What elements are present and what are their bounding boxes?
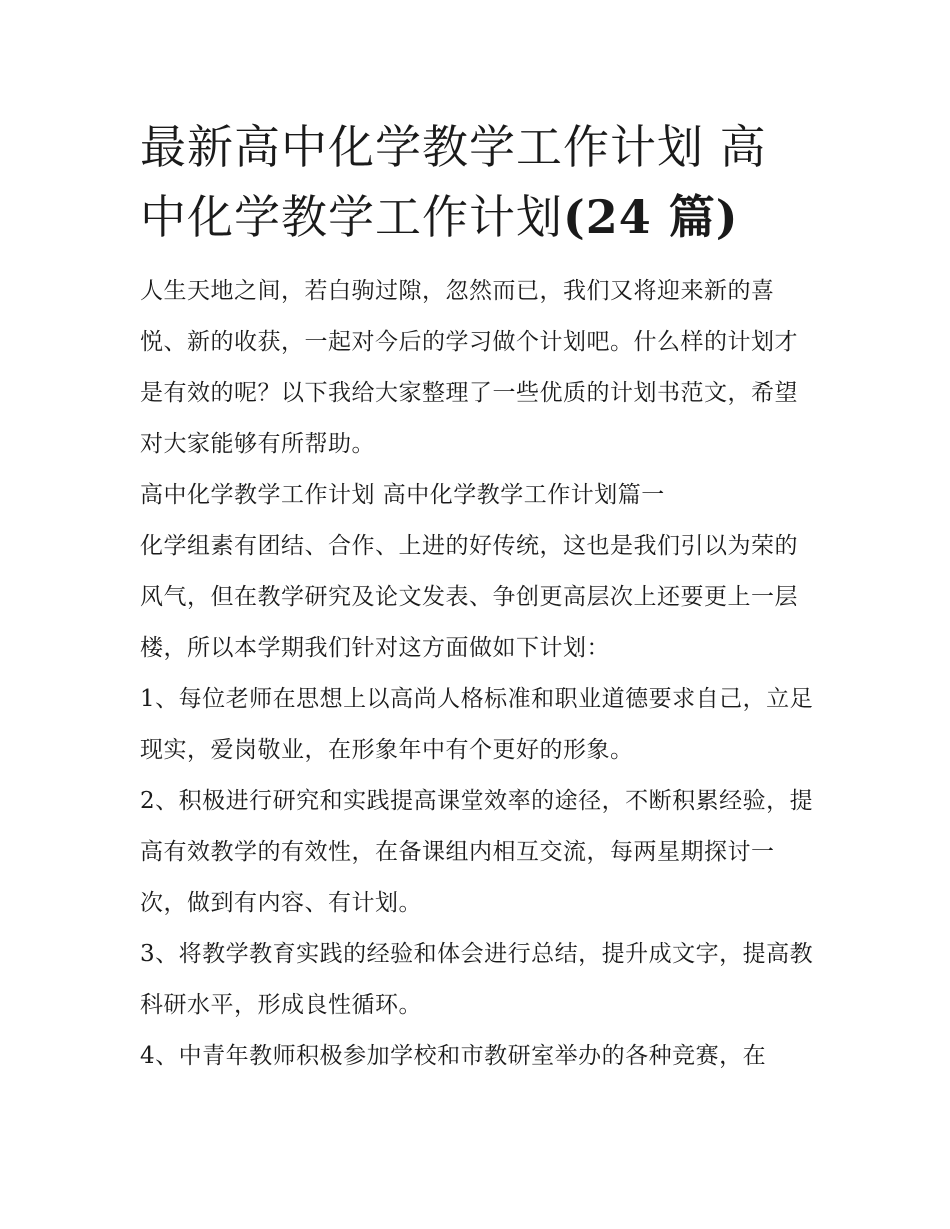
list-item-3: 3、将教学教育实践的经验和体会进行总结，提升成文字，提高教科研水平，形成良性循环。: [140, 941, 814, 1018]
list-item-2: 2、积极进行研究和实践提高课堂效率的途径，不断积累经验，提高有效教学的有效性，在备课组内相互交流，每两星期探讨一次，做到有内容、有计划。: [140, 788, 814, 916]
document-page: [140, 112, 820, 1082]
intro-paragraph: 人生天地之间，若白驹过隙，忽然而已，我们又将迎来新的喜悦、新的收获，一起对今后的学习做个计划吧。什么样的计划才是有效的呢？以下我给大家整理了一些优质的计划书范文，希望对大家能够有所帮助。: [140, 278, 798, 457]
title-count: (24 篇): [563, 190, 739, 244]
list-item-1: 1、每位老师在思想上以高尚人格标准和职业道德要求自己，立足现实，爱岗敬业，在形象年中有个更好的形象。: [140, 686, 814, 763]
title-line-2: 中化学教学工作计划: [140, 190, 563, 244]
body-paragraph: 化学组素有团结、合作、上进的好传统，这也是我们引以为荣的风气，但在教学研究及论文发表、争创更高层次上还要更上一层楼，所以本学期我们针对这方面做如下计划：: [140, 533, 798, 661]
document-title: [140, 112, 820, 252]
section-heading: 高中化学教学工作计划 高中化学教学工作计划篇一: [140, 482, 665, 508]
title-line-1: 最新高中化学教学工作计划 高: [140, 120, 767, 174]
list-item-4: 4、中青年教师积极参加学校和市教研室举办的各种竞赛，在: [140, 1043, 767, 1069]
